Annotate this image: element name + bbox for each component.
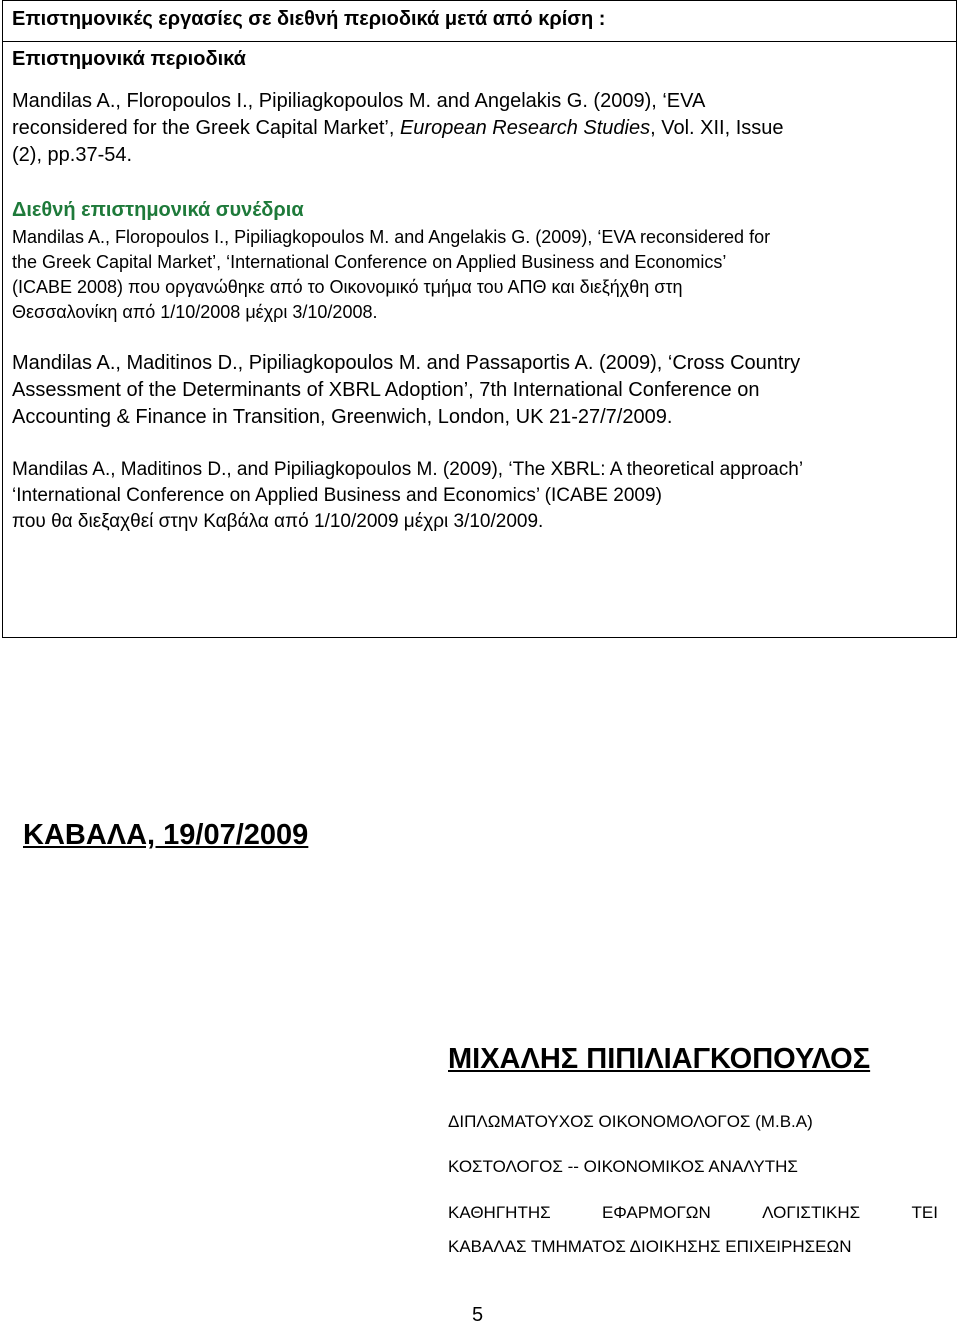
conf3-line3: που θα διεξαχθεί στην Καβάλα από 1/10/2009 μέχρι 3/10/2009. xyxy=(12,511,544,532)
conf1-line2: the Greek Capital Market’, ‘International Conference on Applied Business and Economics’ xyxy=(12,252,727,272)
signatory-title4: ΚΑΒΑΛΑΣ ΤΜΗΜΑΤΟΣ ΔΙΟΙΚΗΣΗΣ ΕΠΙΧΕΙΡΗΣΕΩΝ xyxy=(448,1237,852,1256)
journal-entry-line2 xyxy=(12,117,784,140)
page-number: 5 xyxy=(472,1304,484,1326)
signatory-title1: ΔΙΠΛΩΜΑΤΟΥΧΟΣ ΟΙΚΟΝΟΜΟΛΟΓΟΣ (Μ.Β.Α) xyxy=(448,1112,813,1131)
signatory-title3 xyxy=(448,1203,938,1223)
title3-word3: ΛΟΓΙΣΤΙΚΗΣ xyxy=(762,1203,861,1222)
section-heading: Επιστημονικές εργασίες σε διεθνή περιοδικά μετά από κρίση : xyxy=(12,8,606,30)
journal-entry-line2c: , Vol. XII, Issue xyxy=(650,117,784,139)
journal-entry-line3: (2), pp.37-54. xyxy=(12,144,133,166)
conf1-line4: Θεσσαλονίκη από 1/10/2008 μέχρι 3/10/2008. xyxy=(12,302,378,322)
place-date: ΚΑΒΑΛΑ, 19/07/2009 xyxy=(23,819,309,851)
signatory-name: ΜΙΧΑΛΗΣ ΠΙΠΙΛΙΑΓΚΟΠΟΥΛΟΣ xyxy=(448,1043,871,1075)
journals-heading: Επιστημονικά περιοδικά xyxy=(12,48,246,70)
conf2-line2: Assessment of the Determinants of XBRL Adoption’, 7th International Conference on xyxy=(12,379,760,401)
conf3-line2: ‘International Conference on Applied Business and Economics’ (ICABE 2009) xyxy=(12,485,662,506)
signatory-title2: ΚΟΣΤΟΛΟΓΟΣ -- ΟΙΚΟΝΟΜΙΚΟΣ ΑΝΑΛΥΤΗΣ xyxy=(448,1157,798,1176)
conf2-line1: Mandilas A., Maditinos D., Pipiliagkopoulos M. and Passaportis A. (2009), ‘Cross Country xyxy=(12,352,801,374)
journal-entry-line1: Mandilas A., Floropoulos I., Pipiliagkopoulos M. and Angelakis G. (2009), ‘EVA xyxy=(12,90,706,112)
conf1-line3: (ICABE 2008) που οργανώθηκε από το Οικονομικό τμήμα του ΑΠΘ και διεξήχθη στη xyxy=(12,277,683,297)
title3-word2: ΕΦΑΡΜΟΓΩΝ xyxy=(601,1203,711,1222)
title3-word1: ΚΑΘΗΓΗΤΗΣ xyxy=(448,1203,551,1222)
conferences-heading: Διεθνή επιστημονικά συνέδρια xyxy=(12,199,304,221)
journal-name: European Research Studies xyxy=(399,117,651,139)
journal-entry-line2a: reconsidered for the Greek Capital Market’, xyxy=(12,117,400,139)
title3-word4: ΤΕΙ xyxy=(911,1203,938,1222)
conf3-line1: Mandilas A., Maditinos D., and Pipiliagkopoulos M. (2009), ‘The XBRL: A theoretical approach’ xyxy=(12,459,804,480)
conf2-line3: Accounting & Finance in Transition, Greenwich, London, UK 21-27/7/2009. xyxy=(12,406,673,428)
conf1-line1: Mandilas A., Floropoulos I., Pipiliagkopoulos M. and Angelakis G. (2009), ‘EVA reconsidered for xyxy=(12,227,771,247)
